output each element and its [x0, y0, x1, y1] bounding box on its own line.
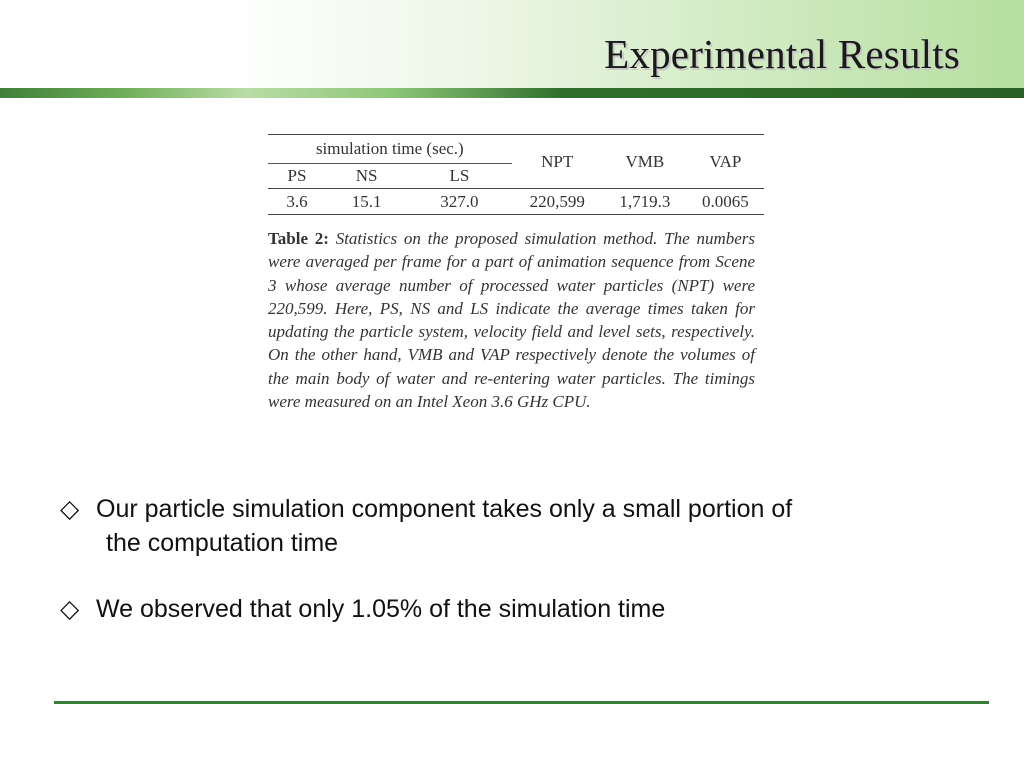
statistics-table — [268, 134, 764, 215]
slide-title: Experimental Results — [604, 31, 960, 77]
table-caption — [268, 227, 755, 413]
caption-label: Table 2: — [268, 229, 329, 248]
cell-npt: 220,599 — [512, 189, 603, 215]
group-header-simulation-time: simulation time (sec.) — [268, 135, 512, 164]
cell-ps: 3.6 — [268, 189, 326, 215]
bullet-line: Our particle simulation component takes only a small portion of — [96, 495, 793, 523]
diamond-bullet-icon: ◇ — [60, 495, 80, 523]
footer-divider — [54, 701, 989, 704]
bullet-item — [60, 592, 960, 626]
bullet-item — [60, 492, 960, 560]
cell-vap: 0.0065 — [687, 189, 764, 215]
title-divider — [0, 88, 1024, 98]
table-row — [268, 189, 764, 215]
slide-header — [0, 0, 1024, 88]
diamond-bullet-icon: ◇ — [60, 595, 80, 623]
column-header-vap: VAP — [687, 135, 764, 189]
column-header-ps: PS — [287, 166, 307, 185]
results-figure — [268, 134, 764, 413]
cell-vmb: 1,719.3 — [603, 189, 687, 215]
caption-text: Statistics on the proposed simulation method. The numbers were averaged per frame for a part of animation sequence from Scene 3 whose average number of processed water particles (NPT) were 220,599. Here, PS, NS and LS indicate the average times taken for updating the particle system, velocity field and level sets, respectively. On the other hand, VMB and VAP respectively denote the volumes of the main body of water and re-entering water particles. The timings were measured on an Intel Xeon 3.6 GHz CPU. — [268, 229, 755, 412]
cell-ls: 327.0 — [407, 189, 511, 215]
column-header-ls: LS — [449, 166, 470, 185]
column-header-vmb: VMB — [603, 135, 687, 189]
cell-ns: 15.1 — [326, 189, 407, 215]
column-header-npt: NPT — [512, 135, 603, 189]
column-header-ns: NS — [355, 166, 378, 185]
bullet-line: We observed that only 1.05% of the simulation time — [96, 595, 666, 623]
bullet-line-continued: the computation time — [106, 529, 339, 557]
bullet-list — [60, 492, 960, 626]
